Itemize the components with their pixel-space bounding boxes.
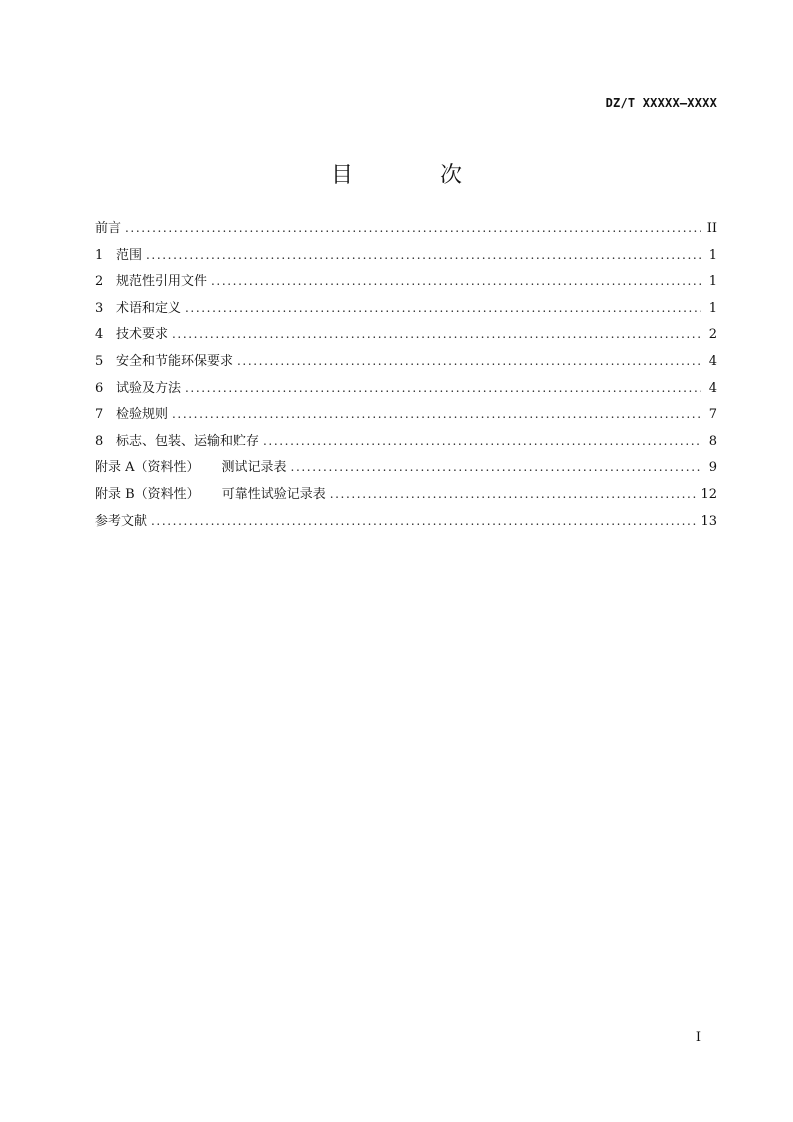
toc-entry-number: 1 [95, 247, 104, 263]
toc-entry-page: 13 [700, 513, 717, 529]
toc-dot-leader [172, 404, 701, 424]
toc-entry-page: 7 [708, 407, 717, 423]
toc-entry-label [95, 485, 326, 505]
toc-entry-label [116, 352, 233, 372]
toc-entry-subtitle: 可靠性试验记录表 [221, 486, 326, 502]
toc-entry-number: 2 [95, 274, 104, 290]
toc-dot-leader [185, 298, 701, 318]
toc-entry-title: 附录 B（资料性） [95, 486, 200, 502]
toc-entry[interactable] [95, 351, 717, 378]
toc-entry-title: 技术要求 [116, 327, 169, 343]
toc-entry-label [116, 246, 142, 266]
toc-entry-subtitle: 测试记录表 [221, 460, 287, 476]
toc-entry-page: 9 [708, 460, 717, 476]
toc-dot-leader [151, 511, 696, 531]
toc-entry[interactable] [95, 404, 717, 431]
toc-entry-page: 1 [708, 274, 717, 290]
toc-entry-page: 1 [708, 247, 717, 263]
toc-entry[interactable] [95, 457, 717, 484]
toc-entry-title: 前言 [95, 221, 122, 236]
toc-entry-title: 范围 [116, 247, 143, 263]
toc-entry[interactable] [95, 218, 717, 245]
toc-entry-page: 4 [708, 353, 717, 369]
toc-entry[interactable] [95, 484, 717, 511]
toc-entry-label [95, 219, 121, 239]
toc-entry-label [116, 379, 181, 399]
toc-entry-number: 7 [95, 407, 104, 423]
table-of-contents [95, 218, 717, 537]
toc-dot-leader [185, 378, 701, 398]
toc-entry-title: 检验规则 [116, 407, 169, 423]
toc-dot-leader [263, 431, 701, 451]
toc-entry[interactable] [95, 431, 717, 458]
toc-entry-number: 3 [95, 300, 104, 316]
toc-entry-page: 2 [708, 327, 717, 343]
toc-entry-title: 术语和定义 [116, 300, 182, 316]
toc-entry-page: 4 [708, 380, 717, 396]
toc-entry-number: 5 [95, 353, 104, 369]
toc-entry-number: 6 [95, 380, 104, 396]
page-number: I [695, 1030, 701, 1045]
toc-entry[interactable] [95, 511, 717, 538]
toc-dot-leader [125, 218, 701, 238]
toc-entry-label [95, 512, 147, 532]
toc-entry-title: 参考文献 [95, 513, 148, 529]
toc-entry-title: 规范性引用文件 [116, 274, 208, 290]
toc-entry-number: 8 [95, 433, 104, 449]
toc-entry-page: II [706, 221, 717, 236]
toc-entry-page: 12 [700, 486, 717, 502]
toc-entry-title: 安全和节能环保要求 [116, 353, 234, 369]
toc-dot-leader [291, 457, 701, 477]
toc-title: 目 次 [331, 163, 502, 188]
document-code: DZ/T XXXXX—XXXX [605, 96, 717, 110]
toc-entry-label [116, 325, 168, 345]
toc-entry-label [116, 299, 181, 319]
toc-entry-label [116, 405, 168, 425]
toc-entry-label [116, 432, 259, 452]
toc-dot-leader [146, 245, 701, 265]
toc-dot-leader [237, 351, 701, 371]
toc-entry[interactable] [95, 271, 717, 298]
toc-entry[interactable] [95, 298, 717, 325]
toc-entry-page: 1 [708, 300, 717, 316]
toc-entry-label [116, 272, 207, 292]
toc-entry-number: 4 [95, 327, 104, 343]
toc-entry-title: 试验及方法 [116, 380, 182, 396]
toc-dot-leader [172, 324, 701, 344]
toc-dot-leader [330, 484, 697, 504]
toc-entry[interactable] [95, 378, 717, 405]
toc-dot-leader [211, 271, 701, 291]
toc-entry-label [95, 458, 287, 478]
toc-entry-page: 8 [708, 433, 717, 449]
toc-entry[interactable] [95, 324, 717, 351]
toc-entry-title: 标志、包装、运输和贮存 [116, 433, 260, 449]
toc-entry[interactable] [95, 245, 717, 272]
toc-entry-title: 附录 A（资料性） [95, 460, 200, 476]
